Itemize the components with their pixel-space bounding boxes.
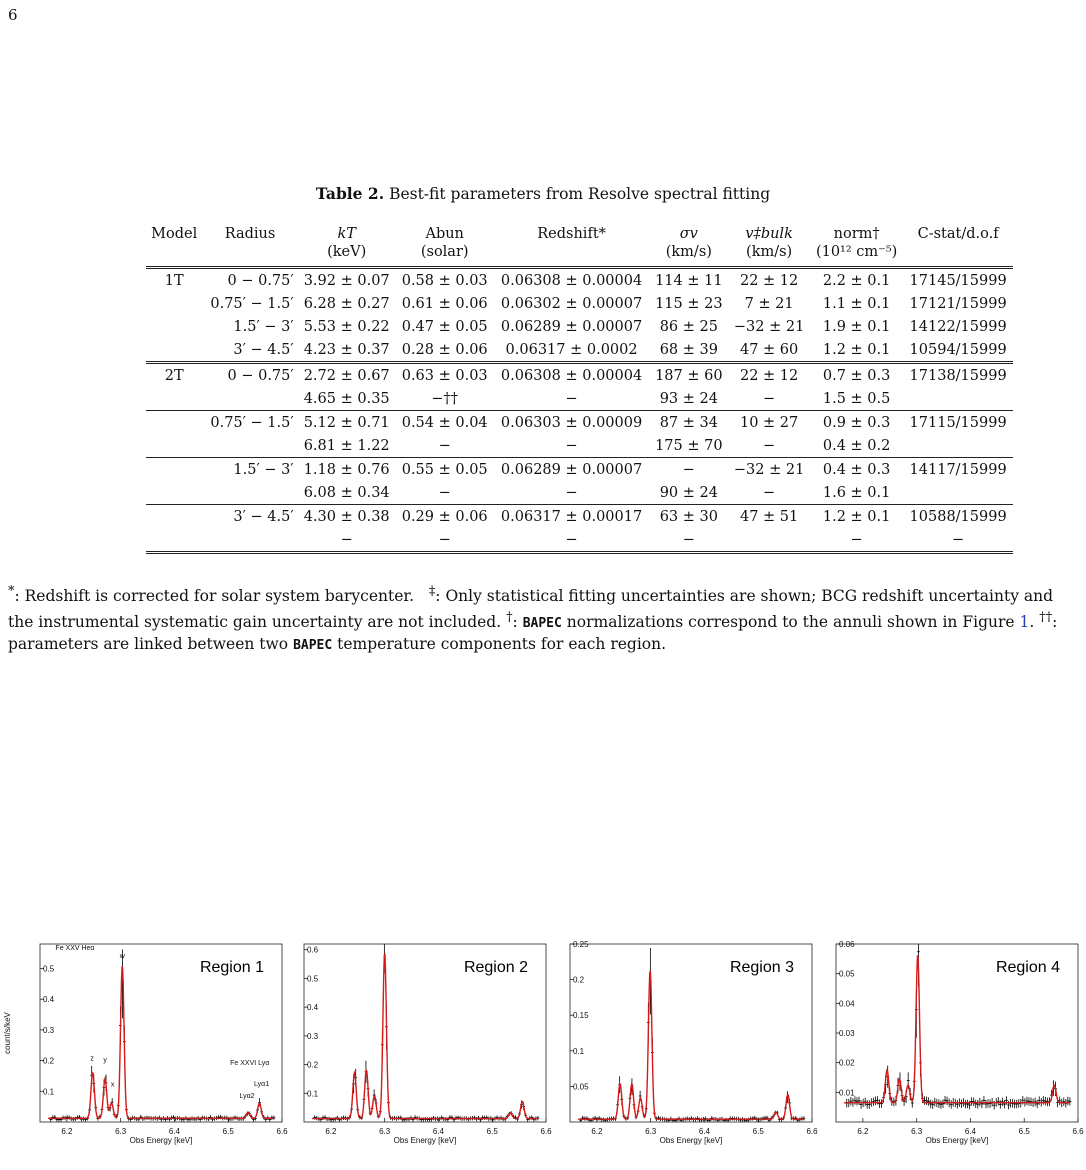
cell-abun: 0.47 ± 0.05 bbox=[401, 318, 488, 335]
note-symbol: † bbox=[506, 610, 513, 626]
y-tick-label: 0.04 bbox=[839, 999, 855, 1009]
cell-kt: 3.92 ± 0.07 bbox=[303, 272, 390, 289]
cell-cstat bbox=[903, 434, 1013, 458]
line-annotation: Lyα1 bbox=[254, 1080, 270, 1088]
model-line bbox=[312, 954, 538, 1119]
table-row bbox=[146, 292, 1013, 315]
table-row bbox=[146, 387, 1013, 411]
cell-z: − bbox=[494, 528, 650, 553]
cell-radius: 1.5′ − 3′ bbox=[202, 458, 297, 482]
y-tick-label: 0.02 bbox=[839, 1058, 855, 1068]
cell-model bbox=[146, 481, 202, 505]
y-tick-label: 0.4 bbox=[43, 995, 55, 1005]
y-tick-label: 0.15 bbox=[573, 1011, 589, 1021]
cell-model: 2T bbox=[146, 363, 202, 388]
y-tick-label: 0.05 bbox=[839, 969, 855, 979]
col-radius: Radius bbox=[224, 226, 276, 242]
spectra-panels bbox=[0, 940, 1086, 1170]
x-tick-label: 6.6 bbox=[540, 1127, 552, 1136]
cell-norm: 0.9 ± 0.3 bbox=[810, 411, 903, 435]
cell-radius bbox=[202, 528, 297, 553]
col-sigma-unit: (km/s) bbox=[649, 244, 728, 268]
y-tick-label: 0.1 bbox=[307, 1089, 319, 1099]
cell-vbulk: 47 ± 60 bbox=[739, 341, 799, 358]
y-tick-label: 0.1 bbox=[43, 1087, 55, 1097]
cell-model bbox=[146, 434, 202, 458]
y-tick-label: 0.25 bbox=[573, 940, 589, 949]
cell-sigma: 93 ± 24 bbox=[659, 390, 718, 407]
x-tick-label: 6.3 bbox=[645, 1127, 657, 1136]
y-tick-label: 0.2 bbox=[573, 975, 585, 985]
model-line bbox=[578, 971, 804, 1119]
note-symbol: †† bbox=[1039, 610, 1053, 626]
cell-sigma: 68 ± 39 bbox=[659, 341, 718, 358]
x-tick-label: 6.4 bbox=[432, 1127, 445, 1136]
col-sigma: σv bbox=[679, 226, 698, 242]
cell-abun: 0.54 ± 0.04 bbox=[396, 411, 494, 435]
cell-model bbox=[146, 315, 202, 338]
panel-title: Region 1 bbox=[199, 959, 264, 976]
cell-cstat: 17145/15999 bbox=[909, 272, 1007, 289]
cell-norm: 2.2 ± 0.1 bbox=[822, 272, 891, 289]
cell-norm: 0.4 ± 0.3 bbox=[810, 458, 903, 482]
y-tick-label: 0.03 bbox=[839, 1029, 855, 1038]
x-tick-label: 6.5 bbox=[486, 1127, 498, 1136]
x-tick-label: 6.6 bbox=[1072, 1127, 1084, 1136]
cell-model bbox=[146, 505, 202, 529]
table-row bbox=[146, 505, 1013, 529]
table-row bbox=[146, 411, 1013, 435]
cell-z: − bbox=[565, 484, 578, 501]
cell-kt: 4.65 ± 0.35 bbox=[303, 390, 390, 407]
panel-title: Region 2 bbox=[463, 959, 528, 976]
cell-sigma: − bbox=[649, 458, 728, 482]
table-row bbox=[146, 363, 1013, 388]
col-norm: norm† bbox=[833, 226, 880, 242]
spectrum-panel bbox=[570, 940, 818, 1145]
cell-cstat bbox=[903, 481, 1013, 505]
cell-sigma: 63 ± 30 bbox=[649, 505, 728, 529]
spectra-figure bbox=[0, 940, 1086, 1170]
x-tick-label: 6.6 bbox=[806, 1127, 818, 1136]
col-norm-unit: (10¹² cm⁻⁵) bbox=[810, 244, 903, 268]
cell-vbulk: 47 ± 51 bbox=[728, 505, 810, 529]
cell-cstat: 10594/15999 bbox=[909, 341, 1007, 358]
y-tick-label: 0.06 bbox=[839, 940, 855, 949]
x-axis-label: Obs Energy [keV] bbox=[925, 1136, 989, 1145]
cell-sigma: 87 ± 34 bbox=[649, 411, 728, 435]
cell-radius: 1.5′ − 3′ bbox=[233, 318, 294, 335]
note-symbol: * bbox=[8, 584, 15, 599]
cell-sigma: 90 ± 24 bbox=[659, 484, 718, 501]
cell-kt: 5.12 ± 0.71 bbox=[298, 411, 396, 435]
cell-vbulk: − bbox=[763, 437, 776, 454]
table-row bbox=[146, 268, 1013, 293]
note-redshift: : Redshift is corrected for solar system barycenter. bbox=[14, 587, 415, 606]
x-axis-label: Obs Energy [keV] bbox=[659, 1136, 723, 1145]
cell-z: 0.06317 ± 0.0002 bbox=[505, 341, 638, 358]
y-tick-label: 0.05 bbox=[573, 1082, 589, 1092]
cell-kt: − bbox=[298, 528, 396, 553]
cell-z: 0.06303 ± 0.00009 bbox=[494, 411, 650, 435]
y-tick-label: 0.2 bbox=[43, 1056, 55, 1066]
cell-sigma: 86 ± 25 bbox=[659, 318, 718, 335]
col-abun-unit: (solar) bbox=[396, 244, 494, 268]
cell-cstat: − bbox=[903, 528, 1013, 553]
line-annotation: Fe XXVI Lyα bbox=[230, 1060, 270, 1068]
cell-abun: −†† bbox=[431, 390, 459, 407]
cell-z: 0.06308 ± 0.00004 bbox=[494, 363, 650, 388]
cell-vbulk: −32 ± 21 bbox=[728, 458, 810, 482]
cell-radius: 0.75′ − 1.5′ bbox=[202, 411, 297, 435]
cell-norm: 1.6 ± 0.1 bbox=[822, 484, 891, 501]
cell-sigma: 114 ± 11 bbox=[655, 272, 723, 289]
cell-model bbox=[146, 292, 202, 315]
y-tick-label: 0.6 bbox=[307, 945, 319, 955]
cell-vbulk: 7 ± 21 bbox=[744, 295, 794, 312]
table-row bbox=[146, 434, 1013, 458]
figure-link[interactable]: 1 bbox=[1019, 613, 1030, 632]
cell-model bbox=[146, 387, 202, 411]
spectrum-panel bbox=[836, 940, 1084, 1145]
cell-sigma: − bbox=[649, 528, 728, 553]
x-axis-label: Obs Energy [keV] bbox=[129, 1136, 193, 1145]
col-vbulk-unit: (km/s) bbox=[728, 244, 810, 268]
x-tick-label: 6.3 bbox=[911, 1127, 923, 1136]
x-tick-label: 6.2 bbox=[325, 1127, 337, 1136]
panel-title: Region 4 bbox=[995, 959, 1060, 976]
y-tick-label: 0.1 bbox=[573, 1046, 585, 1056]
cell-z: − bbox=[565, 437, 578, 454]
cell-cstat: 17115/15999 bbox=[903, 411, 1013, 435]
col-abun: Abun bbox=[425, 226, 464, 242]
col-vbulk: v‡bulk bbox=[745, 226, 793, 242]
line-annotation: w bbox=[119, 952, 125, 960]
cell-vbulk: 22 ± 12 bbox=[728, 363, 810, 388]
cell-cstat: 10588/15999 bbox=[903, 505, 1013, 529]
cell-vbulk: 10 ± 27 bbox=[728, 411, 810, 435]
note-norm: normalizations correspond to the annuli shown in bbox=[566, 613, 958, 632]
x-tick-label: 6.4 bbox=[168, 1127, 181, 1136]
col-model: Model bbox=[151, 226, 198, 242]
cell-radius: 0 − 0.75′ bbox=[227, 272, 294, 289]
note-linked: : parameters are linked between two bbox=[8, 613, 1058, 654]
x-tick-label: 6.6 bbox=[276, 1127, 288, 1136]
x-tick-label: 6.5 bbox=[222, 1127, 234, 1136]
y-tick-label: 0.2 bbox=[307, 1060, 319, 1070]
cell-kt: 2.72 ± 0.67 bbox=[298, 363, 396, 388]
cell-kt: 1.18 ± 0.76 bbox=[298, 458, 396, 482]
cell-z: 0.06317 ± 0.00017 bbox=[494, 505, 650, 529]
x-tick-label: 6.2 bbox=[857, 1127, 869, 1136]
cell-vbulk: − bbox=[763, 390, 776, 407]
cell-vbulk: −32 ± 21 bbox=[733, 318, 805, 335]
cell-z: 0.06289 ± 0.00007 bbox=[500, 318, 643, 335]
spectrum-panel bbox=[304, 940, 552, 1145]
code-bapec: BAPEC bbox=[522, 616, 562, 632]
line-annotation: z bbox=[90, 1055, 94, 1063]
x-tick-label: 6.2 bbox=[591, 1127, 603, 1136]
y-tick-label: 0.4 bbox=[307, 1003, 319, 1013]
cell-radius: 3′ − 4.5′ bbox=[202, 505, 297, 529]
line-annotation: x bbox=[110, 1081, 115, 1089]
cell-cstat: 17138/15999 bbox=[903, 363, 1013, 388]
table-row bbox=[146, 458, 1013, 482]
cell-abun: 0.28 ± 0.06 bbox=[401, 341, 488, 358]
cell-vbulk: − bbox=[763, 484, 776, 501]
x-tick-label: 6.3 bbox=[379, 1127, 391, 1136]
cell-cstat bbox=[903, 387, 1013, 411]
cell-abun: − bbox=[438, 437, 451, 454]
table-caption bbox=[0, 184, 1086, 203]
table-notes: *: Redshift is corrected for solar system barycenter. ‡: Only statistical fitting uncertainties are shown; BCG redshift uncertainty and the instrumental systematic gain uncertainty are not included. †: BAPEC normalizations correspond to the annuli shown in Figure 1. ††: parameters are linked between two BAPEC temperature components for each region. bbox=[8, 584, 1058, 654]
x-tick-label: 6.2 bbox=[61, 1127, 73, 1136]
cell-kt: 4.30 ± 0.38 bbox=[298, 505, 396, 529]
cell-sigma: 187 ± 60 bbox=[649, 363, 728, 388]
page-number: 6 bbox=[8, 6, 18, 24]
code-bapec: BAPEC bbox=[293, 638, 333, 654]
cell-model bbox=[146, 411, 202, 435]
y-tick-label: 0.3 bbox=[307, 1031, 319, 1041]
cell-sigma: 175 ± 70 bbox=[655, 437, 723, 454]
cell-norm: 0.4 ± 0.2 bbox=[822, 437, 891, 454]
cell-model bbox=[146, 528, 202, 553]
line-annotation: Fe XXV Heα bbox=[55, 945, 95, 953]
col-redshift: Redshift* bbox=[537, 226, 606, 242]
cell-model bbox=[146, 458, 202, 482]
cell-norm: 0.7 ± 0.3 bbox=[810, 363, 903, 388]
col-kt: kT bbox=[337, 226, 356, 242]
model-line bbox=[844, 956, 1070, 1103]
cell-model: 1T bbox=[164, 272, 184, 289]
x-tick-label: 6.4 bbox=[964, 1127, 977, 1136]
table-row bbox=[146, 315, 1013, 338]
y-tick-label: 0.3 bbox=[43, 1025, 55, 1035]
col-kt-unit: (keV) bbox=[298, 244, 396, 268]
cell-kt: 5.53 ± 0.22 bbox=[303, 318, 390, 335]
line-annotation: Lyα2 bbox=[239, 1093, 255, 1101]
cell-vbulk bbox=[728, 528, 810, 553]
y-axis-label: count/s/keV bbox=[3, 1012, 12, 1054]
x-axis-label: Obs Energy [keV] bbox=[393, 1136, 457, 1145]
panel-title: Region 3 bbox=[729, 959, 794, 976]
table-row bbox=[146, 528, 1013, 553]
table-row bbox=[146, 338, 1013, 363]
x-tick-label: 6.3 bbox=[115, 1127, 127, 1136]
cell-kt: 4.23 ± 0.37 bbox=[303, 341, 390, 358]
table-caption-text: Best-fit parameters from Resolve spectral fitting bbox=[389, 185, 771, 203]
cell-norm: 1.1 ± 0.1 bbox=[822, 295, 891, 312]
table-row bbox=[146, 481, 1013, 505]
cell-z: 0.06308 ± 0.00004 bbox=[500, 272, 643, 289]
y-tick-label: 0.5 bbox=[43, 964, 55, 974]
cell-kt: 6.28 ± 0.27 bbox=[303, 295, 390, 312]
cell-kt: 6.08 ± 0.34 bbox=[303, 484, 390, 501]
x-tick-label: 6.4 bbox=[698, 1127, 711, 1136]
cell-cstat: 17121/15999 bbox=[909, 295, 1007, 312]
cell-radius bbox=[202, 481, 297, 505]
cell-cstat: 14122/15999 bbox=[909, 318, 1007, 335]
note-uncertainty: : Only statistical fitting uncertainties are shown; BCG redshift uncertainty and the instrumental systematic gain uncertainty are not included. bbox=[8, 587, 1054, 632]
cell-abun: 0.29 ± 0.06 bbox=[396, 505, 494, 529]
cell-z: 0.06302 ± 0.00007 bbox=[500, 295, 643, 312]
cell-norm: 1.2 ± 0.1 bbox=[810, 505, 903, 529]
cell-z: − bbox=[565, 390, 578, 407]
cell-norm: − bbox=[810, 528, 903, 553]
cell-radius bbox=[202, 434, 297, 458]
cell-radius bbox=[202, 387, 297, 411]
cell-cstat: 14117/15999 bbox=[903, 458, 1013, 482]
table-caption-label: Table 2. bbox=[315, 184, 385, 203]
results-table bbox=[146, 224, 1013, 554]
cell-abun: − bbox=[396, 528, 494, 553]
cell-abun: 0.63 ± 0.03 bbox=[396, 363, 494, 388]
cell-norm: 1.5 ± 0.5 bbox=[822, 390, 891, 407]
cell-radius: 0.75′ − 1.5′ bbox=[210, 295, 294, 312]
cell-model bbox=[146, 338, 202, 363]
note-symbol: ‡ bbox=[428, 584, 436, 599]
cell-abun: 0.58 ± 0.03 bbox=[401, 272, 488, 289]
x-tick-label: 6.5 bbox=[1018, 1127, 1030, 1136]
y-tick-label: 0.01 bbox=[839, 1088, 855, 1098]
cell-norm: 1.9 ± 0.1 bbox=[822, 318, 891, 335]
line-annotation: y bbox=[103, 1057, 107, 1065]
cell-radius: 0 − 0.75′ bbox=[202, 363, 297, 388]
cell-abun: 0.55 ± 0.05 bbox=[396, 458, 494, 482]
cell-sigma: 115 ± 23 bbox=[655, 295, 723, 312]
cell-abun: 0.61 ± 0.06 bbox=[401, 295, 488, 312]
cell-norm: 1.2 ± 0.1 bbox=[822, 341, 891, 358]
cell-abun: − bbox=[438, 484, 451, 501]
cell-radius: 3′ − 4.5′ bbox=[233, 341, 294, 358]
col-cstat: C-stat/d.o.f bbox=[917, 226, 999, 242]
x-tick-label: 6.5 bbox=[752, 1127, 764, 1136]
cell-vbulk: 22 ± 12 bbox=[739, 272, 799, 289]
y-tick-label: 0.5 bbox=[307, 974, 319, 984]
cell-kt: 6.81 ± 1.22 bbox=[303, 437, 390, 454]
cell-z: 0.06289 ± 0.00007 bbox=[494, 458, 650, 482]
spectrum-panel bbox=[3, 944, 288, 1145]
